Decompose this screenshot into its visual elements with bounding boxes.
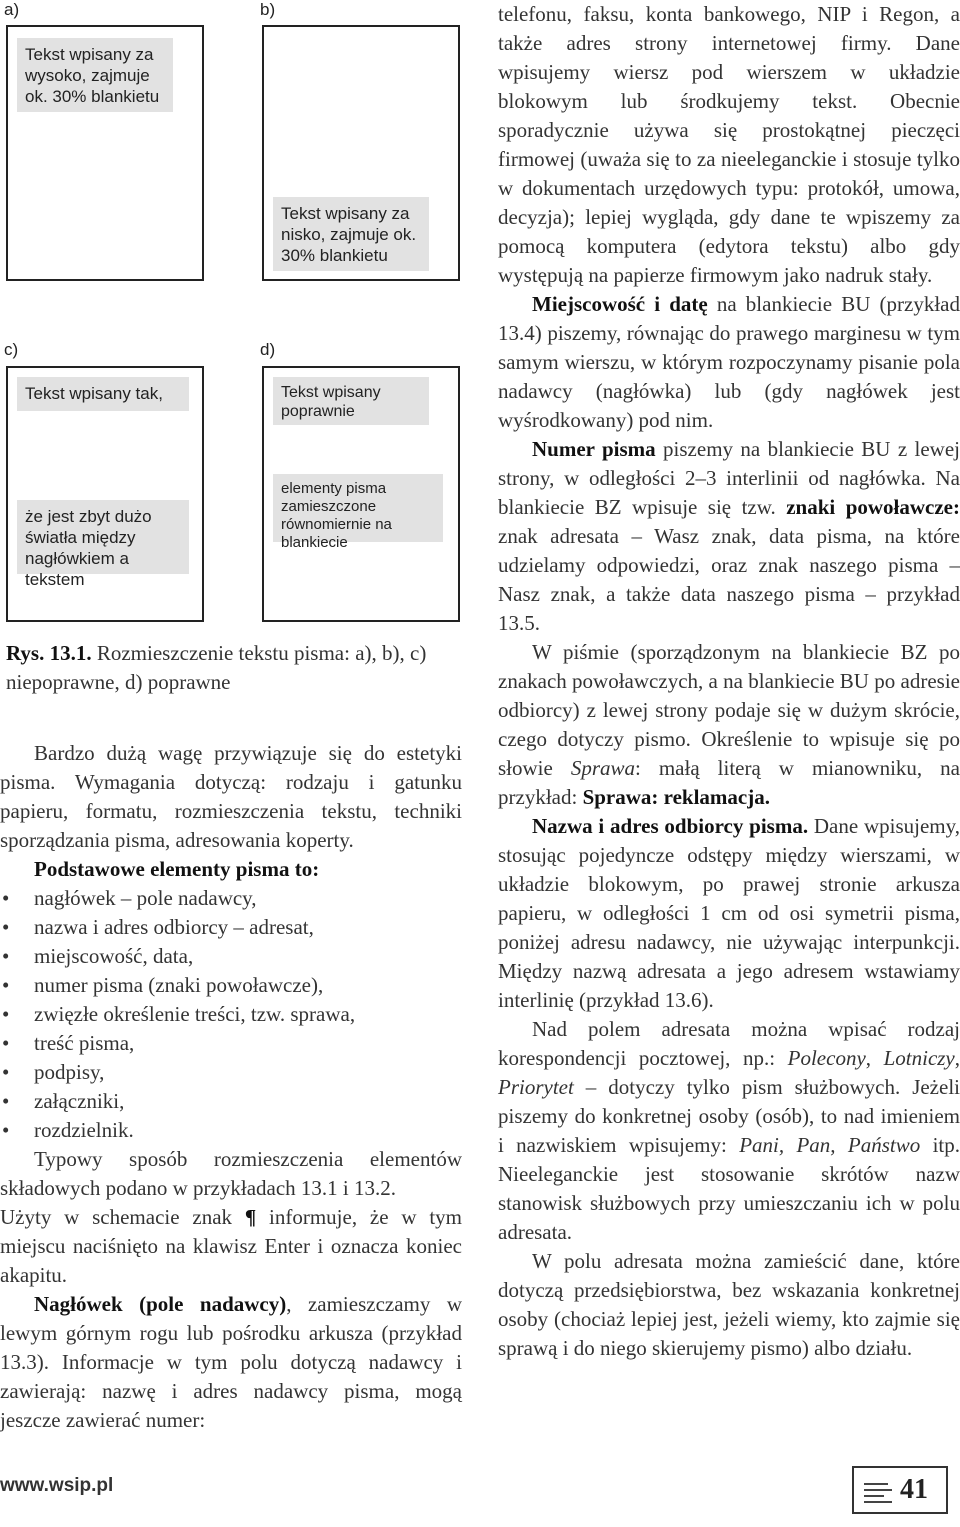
- caption-text: Rozmieszczenie tekstu pisma: a), b), c) niepoprawne, d) poprawne: [6, 641, 427, 694]
- page-number-box: [852, 1466, 948, 1514]
- list-item: • rozdzielnik.: [0, 1116, 462, 1145]
- header-paragraph: Nagłówek (pole nadawcy), zamieszczamy w lewym górnym rogu lub pośrodku arkusza (przykład 13.3). Informacje w tym polu dotyczą nadawcy i zawierają: nazwę i adres nadawcy pisma, mogą jeszcze zawierać numer:: [0, 1292, 462, 1432]
- figure-label-a: a): [4, 0, 20, 19]
- place-date-paragraph: Miejscowość i datę na blankiecie BU (przykład 13.4) piszemy, równając do prawego marginesu w tym samym wierszu, w którym rozpoczynamy pisanie pola nadawcy (nagłówka) lub (gdy nagłówek jest wyśrodkowany) pod nim.: [498, 292, 960, 432]
- list-item: • nagłówek – pole nadawcy,: [0, 884, 462, 913]
- left-column: [0, 739, 462, 1435]
- letter-number-paragraph: Numer pisma piszemy na blankiecie BU z lewej strony, w odległości 2–3 interlinii od nagłówka. Na blankiecie BZ wpisuje się tzw. znaki powoławcze: znak adresata – Wasz znak, data pisma, na które udzielamy odpowiedzi, oraz znak naszego pisma – Nasz znak, a także data naszego pisma – przykład 13.5.: [498, 437, 960, 635]
- document-lines-icon: [862, 1476, 896, 1506]
- list-item: • załączniki,: [0, 1087, 462, 1116]
- list-item: • miejscowość, data,: [0, 942, 462, 971]
- text-block-c-bottom: że jest zbyt dużo światła między nagłówkiem a tekstem: [17, 500, 189, 574]
- mail-type-paragraph: Nad polem adresata można wpisać rodzaj korespondencji pocztowej, np.: Polecony, Lotniczy, Priorytet – dotyczy tylko pism służbowych. Jeżeli piszemy do konkretnej osoby (osób), to nad imieniem i nazwiskiem wpisujemy: Pani, Pan, Państwo itp. Nieeleganckie jest stosowanie skrótów nazw stanowisk służbowych przy umieszczaniu ich w polu adresata.: [498, 1017, 960, 1244]
- list-item: • zwięzłe określenie treści, tzw. sprawa,: [0, 1000, 462, 1029]
- typical-layout-paragraph: Typowy sposób rozmieszczenia elementów składowych podano w przykładach 13.1 i 13.2.: [0, 1147, 462, 1200]
- sender-details-paragraph: telefonu, faksu, konta bankowego, NIP i Regon, a także adres strony internetowej firmy. Dane wpisujemy wiersz pod wierszem w układzie blokowym lub środkujemy tekst. Obecnie sporadycznie używa się prostokątnej pieczęci firmowej (uważa się to za nieeleganckie i stosuje tylko w dokumentach urzędowych typu: protokół, umowa, decyzja); lepiej wygląda, gdy dane te wpiszemy za pomocą komputera (edytora tekstu) albo gdy występują na papierze firmowym jako nadruk stały.: [498, 2, 960, 287]
- figure-label-b: b): [260, 0, 276, 19]
- company-paragraph: W polu adresata można zamieścić dane, które dotyczą przedsiębiorstwa, bez wskazania konkretnej osoby (chociaż lepiej jest, jeżeli wiemy, kto zajmie się sprawą i do niego skierujemy pismo) albo działu.: [498, 1249, 960, 1360]
- list-item: • treść pisma,: [0, 1029, 462, 1058]
- list-item: • numer pisma (znaki powoławcze),: [0, 971, 462, 1000]
- text-block-d-bottom: elementy pisma zamieszczone równomiernie na blankiecie: [273, 474, 443, 542]
- elements-heading: Podstawowe elementy pisma to:: [34, 857, 320, 881]
- text-block-a: Tekst wpisany za wysoko, zajmuje ok. 30% blankietu: [17, 38, 173, 112]
- list-item: • nazwa i adres odbiorcy – adresat,: [0, 913, 462, 942]
- text-block-b: Tekst wpisany za nisko, zajmuje ok. 30% blankietu: [273, 197, 429, 271]
- right-column: [498, 0, 960, 1363]
- figure-label-c: c): [4, 340, 19, 359]
- enter-sign-paragraph: Użyty w schemacie znak ¶ informuje, że w tym miejscu naciśnięto na klawisz Enter i oznacza koniec akapitu.: [0, 1205, 463, 1287]
- subject-paragraph: W piśmie (sporządzonym na blankiecie BZ po znakach powoławczych, a na blankiecie BU po adresie odbiorcy) z lewej strony podaje się w dużym skrócie, czego dotyczy pismo. Określenie to wpisuje się po słowie Sprawa: małą literą w mianowniku, na przykład: Sprawa: reklamacja.: [498, 640, 960, 809]
- recipient-paragraph: Nazwa i adres odbiorcy pisma. Dane wpisujemy, stosując pojedyncze odstępy między wierszami, w układzie blokowym, po prawej stronie arkusza papieru, w odległości 1 cm od osi symetrii pisma, poniżej adresu nadawcy, nie używając interpunkcji. Między nazwą adresata a jego adresem wstawiamy interlinię (przykład 13.6).: [498, 814, 960, 1012]
- publisher-url: www.wsip.pl: [0, 1475, 114, 1496]
- page-number: 41: [900, 1474, 928, 1505]
- caption-number: Rys. 13.1.: [6, 641, 92, 665]
- text-block-d-top: Tekst wpisany poprawnie: [273, 377, 429, 425]
- pilcrow-icon: ¶: [244, 1205, 257, 1229]
- elements-list: [0, 884, 462, 1145]
- intro-paragraph: Bardzo dużą wagę przywiązuje się do estetyki pisma. Wymagania dotyczą: rodzaju i gatunku papieru, formatu, rozmieszczenia tekstu, techniki sporządzania pisma, adresowania koperty.: [0, 741, 462, 852]
- text-block-c-top: Tekst wpisany tak,: [17, 377, 189, 411]
- list-item: • podpisy,: [0, 1058, 462, 1087]
- figure-label-d: d): [260, 340, 276, 359]
- figure-caption: [6, 639, 466, 697]
